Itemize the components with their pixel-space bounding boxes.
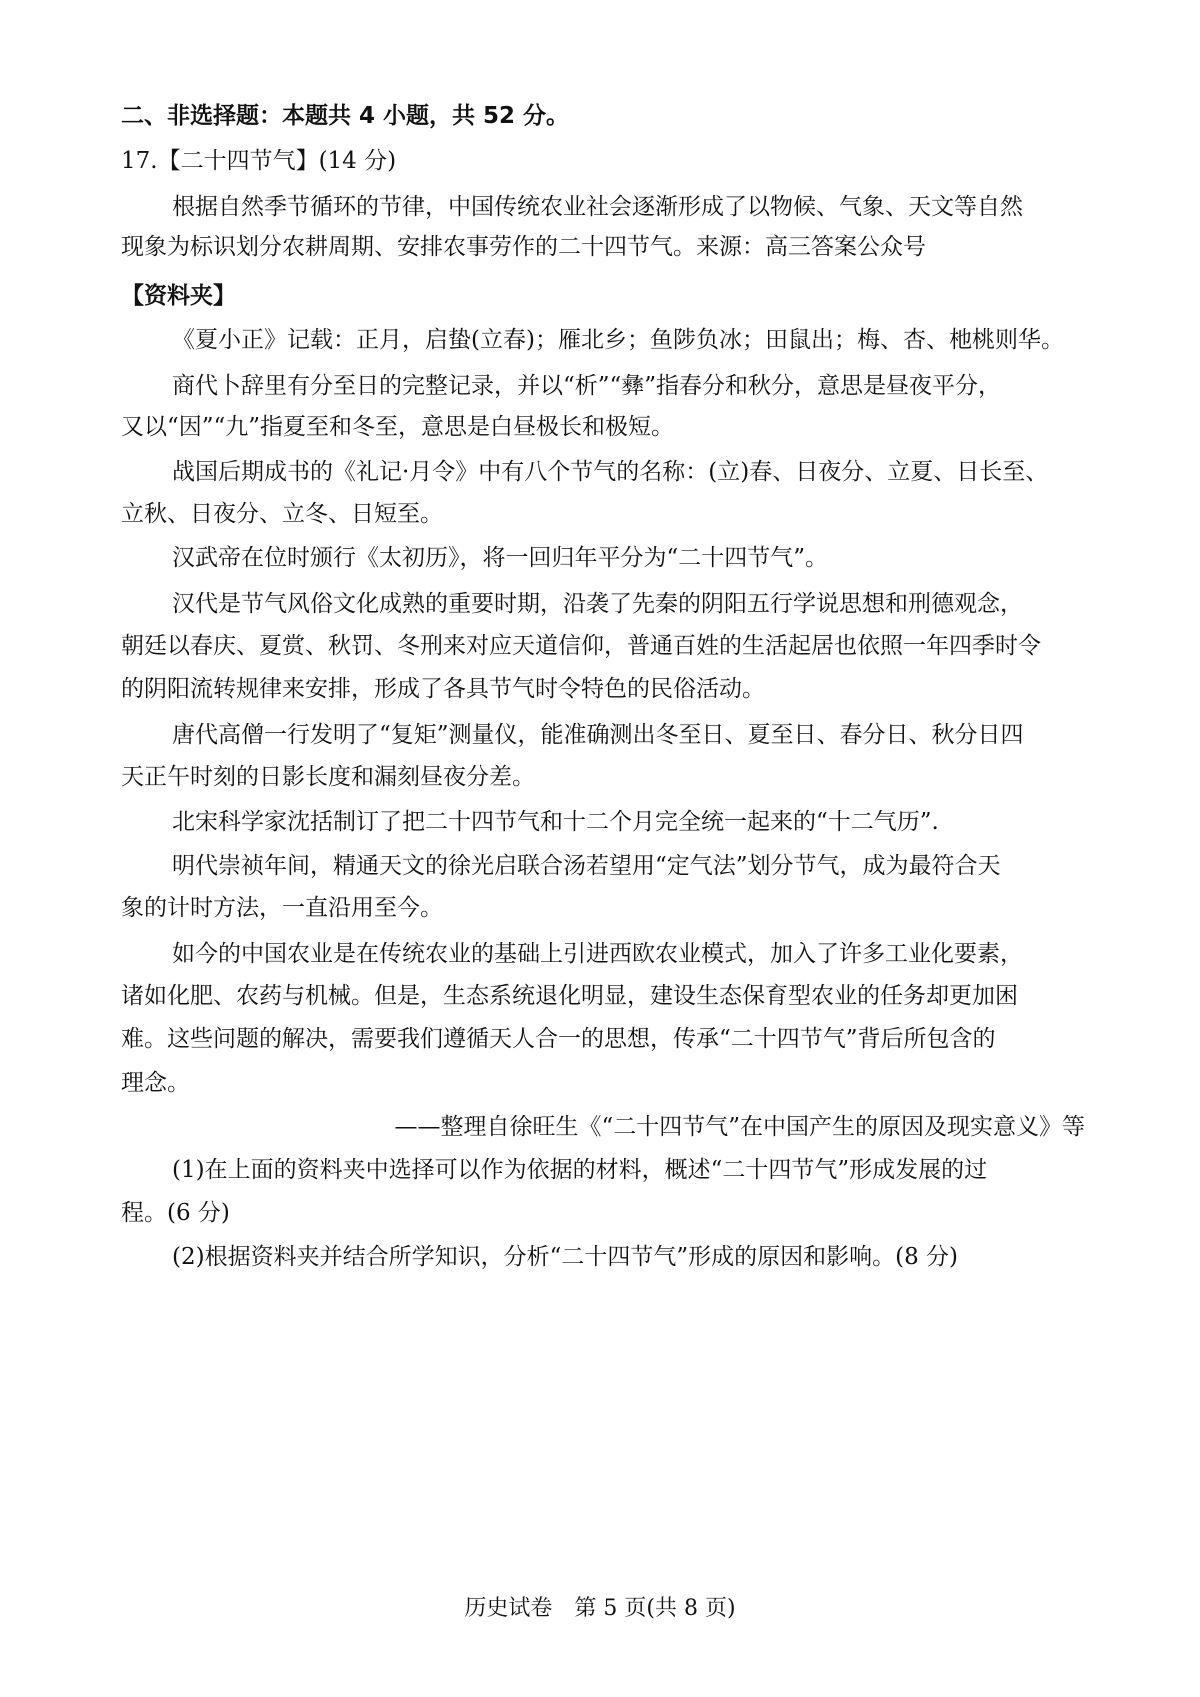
material-line: 《夏小正》记载：正月，启蛰(立春)；雁北乡；鱼陟负冰；田鼠出；梅、杏、杝桃则华。 xyxy=(172,327,1064,353)
question-title: 17.【二十四节气】(14 分) xyxy=(121,148,397,174)
material-line: 立秋、日夜分、立冬、日短至。 xyxy=(121,501,443,527)
source-citation: ——整理自徐旺生《“二十四节气”在中国产生的原因及现实意义》等 xyxy=(394,1114,1085,1140)
sub-question: (2)根据资料夹并结合所学知识，分析“二十四节气”形成的原因和影响。(8 分) xyxy=(172,1244,958,1270)
material-line: 天正午时刻的日影长度和漏刻昼夜分差。 xyxy=(121,764,535,790)
section-heading: 二、非选择题：本题共 4 小题，共 52 分。 xyxy=(121,103,570,129)
material-line: 唐代高僧一行发明了“复矩”测量仪，能准确测出冬至日、夏至日、春分日、秋分日四 xyxy=(172,722,1024,748)
material-line: 明代崇祯年间，精通天文的徐光启联合汤若望用“定气法”划分节气，成为最符合天 xyxy=(172,853,1001,879)
material-line: 理念。 xyxy=(121,1070,190,1096)
material-line: 的阴阳流转规律来安排，形成了各具节气时令特色的民俗活动。 xyxy=(121,676,765,702)
material-line: 商代卜辞里有分至日的完整记录，并以“析”“彝”指春分和秋分，意思是昼夜平分， xyxy=(172,373,1002,399)
sub-question: (1)在上面的资料夹中选择可以作为依据的材料，概述“二十四节气”形成发展的过 xyxy=(172,1157,988,1183)
folder-label: 【资料夹】 xyxy=(121,283,236,309)
sub-question: 程。(6 分) xyxy=(121,1200,230,1226)
material-line: 北宋科学家沈括制订了把二十四节气和十二个月完全统一起来的“十二气历”. xyxy=(172,809,939,835)
material-line: 诸如化肥、农药与机械。但是，生态系统退化明显，建设生态保育型农业的任务却更加困 xyxy=(121,983,1018,1009)
material-line: 汉代是节气风俗文化成熟的重要时期，沿袭了先秦的阴阳五行学说思想和刑德观念， xyxy=(172,591,1023,617)
material-line: 如今的中国农业是在传统农业的基础上引进西欧农业模式，加入了许多工业化要素， xyxy=(172,941,1023,967)
page-footer: 历史试卷 第 5 页(共 8 页) xyxy=(464,1596,736,1621)
material-line: 战国后期成书的《礼记·月令》中有八个节气的名称：(立)春、日夜分、立夏、日长至、 xyxy=(172,459,1049,485)
material-line: 又以“因”“九”指夏至和冬至，意思是白昼极长和极短。 xyxy=(121,414,675,440)
material-line: 汉武帝在位时颁行《太初历》，将一回归年平分为“二十四节气”。 xyxy=(172,545,829,571)
intro-line: 根据自然季节循环的节律，中国传统农业社会逐渐形成了以物候、气象、天文等自然 xyxy=(172,194,1023,220)
material-line: 朝廷以春庆、夏赏、秋罚、冬刑来对应天道信仰，普通百姓的生活起居也依照一年四季时令 xyxy=(121,633,1041,659)
material-line: 难。这些问题的解决，需要我们遵循天人合一的思想，传承“二十四节气”背后所包含的 xyxy=(121,1026,996,1052)
material-line: 象的计时方法，一直沿用至今。 xyxy=(121,895,443,921)
intro-line: 现象为标识划分农耕周期、安排农事劳作的二十四节气。来源：高三答案公众号 xyxy=(121,234,926,260)
